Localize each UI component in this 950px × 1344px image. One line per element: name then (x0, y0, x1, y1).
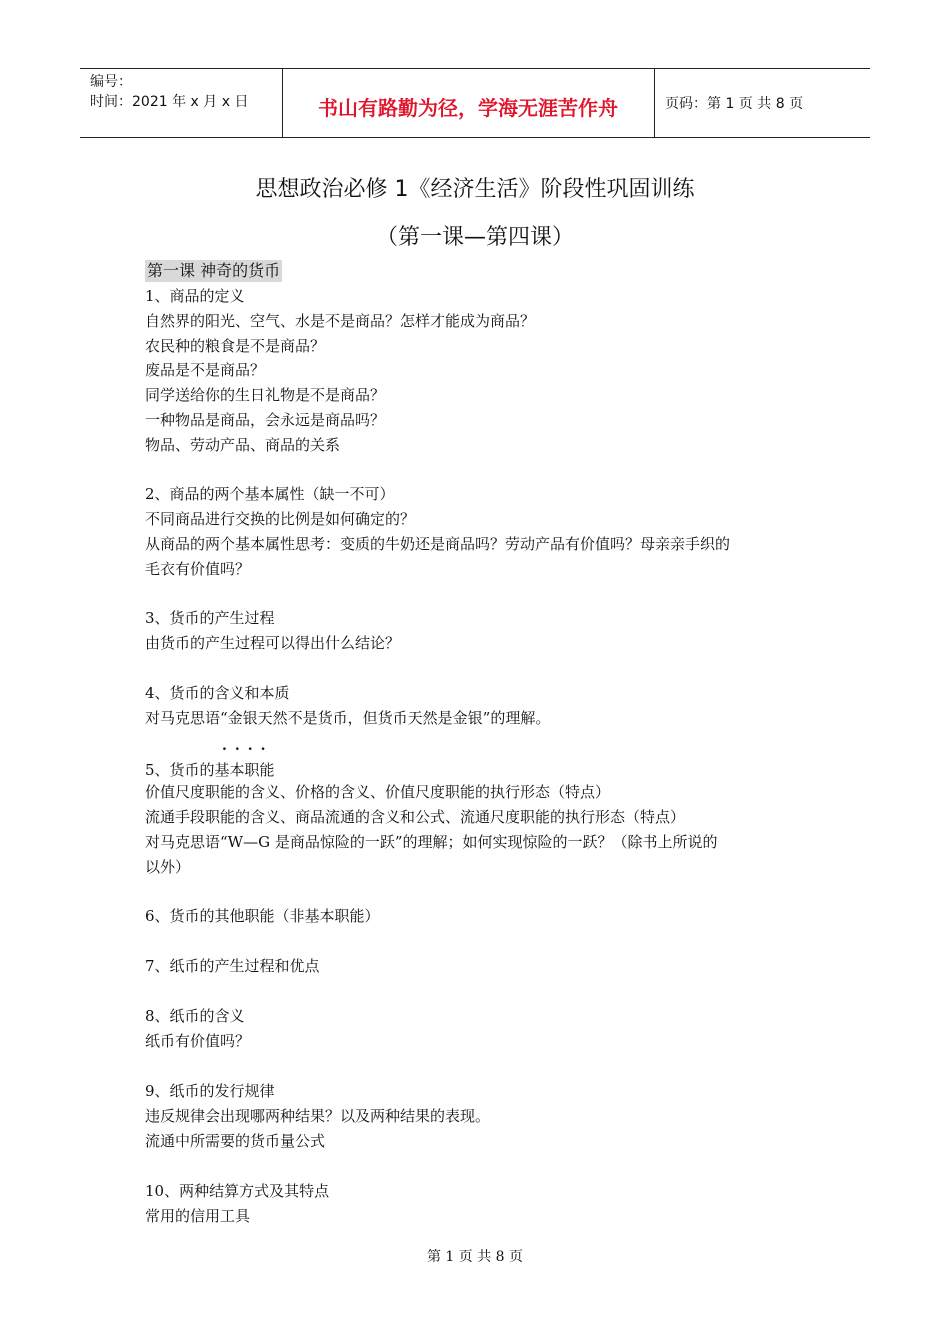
body-line: 流通手段职能的含义、商品流通的含义和公式、流通尺度职能的执行形态（特点） (145, 808, 686, 826)
motto: 书山有路勤为径，学海无涯苦作舟 (318, 96, 618, 120)
body-line: 8、纸币的含义 (145, 1007, 245, 1025)
body-line: 5、货币的基本职能 (145, 761, 275, 779)
body-line: 自然界的阳光、空气、水是不是商品？怎样才能成为商品？ (145, 312, 536, 330)
body-line: 对马克思语“金银天然不是货币，但货币天然是金银”的理解。 (145, 709, 551, 727)
body-line: 4、货币的含义和本质 (145, 684, 290, 702)
body-line: 不同商品进行交换的比例是如何确定的？ (145, 510, 416, 528)
body-line: 违反规律会出现哪两种结果？以及两种结果的表现。 (145, 1107, 491, 1125)
body-line: 物品、劳动产品、商品的关系 (145, 436, 341, 454)
document-title: 思想政治必修 1《经济生活》阶段性巩固训练 (255, 177, 695, 202)
number-label: 编号： (90, 74, 132, 90)
body-line: 对马克思语“W—G 是商品惊险的一跃”的理解；如何实现惊险的一跃？（除书上所说的 (145, 833, 718, 851)
body-line: 毛衣有价值吗？ (145, 560, 251, 578)
header-meta-cell (80, 69, 283, 137)
body-line: 同学送给你的生日礼物是不是商品？ (145, 386, 386, 404)
header-motto-cell (282, 69, 655, 137)
body-line: 以外） (145, 858, 191, 876)
lesson-heading: 第一课 神奇的货币 (147, 261, 281, 280)
body-line: 7、纸币的产生过程和优点 (145, 957, 320, 975)
time-label: 时间：2021 年 x 月 x 日 (90, 94, 249, 110)
body-line: 价值尺度职能的含义、价格的含义、价值尺度职能的执行形态（特点） (145, 783, 611, 801)
body-line: 纸币有价值吗？ (145, 1032, 251, 1050)
body-line: 9、纸币的发行规律 (145, 1082, 275, 1100)
body-line: 1、商品的定义 (145, 287, 245, 305)
header-page-cell (655, 69, 870, 137)
body-line: 由货币的产生过程可以得出什么结论？ (145, 634, 401, 652)
body-line: 3、货币的产生过程 (145, 609, 275, 627)
header-table (80, 68, 870, 138)
body-line: 农民种的粮食是不是商品？ (145, 337, 326, 355)
body-line: 6、货币的其他职能（非基本职能） (145, 907, 380, 925)
body-line: 废品是不是商品？ (145, 361, 266, 379)
emphasis-dots: .... (222, 738, 274, 754)
body-line: 流通中所需要的货币量公式 (145, 1132, 326, 1150)
document-subtitle: （第一课—第四课） (375, 225, 574, 250)
body-line: 常用的信用工具 (145, 1207, 251, 1225)
body-line: 2、商品的两个基本属性（缺一不可） (145, 485, 395, 503)
page-info: 页码：第 1 页 共 8 页 (665, 96, 804, 112)
body-line: 从商品的两个基本属性思考：变质的牛奶还是商品吗？劳动产品有价值吗？母亲亲手织的 (145, 535, 731, 553)
body-line: 一种物品是商品，会永远是商品吗？ (145, 411, 386, 429)
body-line: 10、两种结算方式及其特点 (145, 1182, 330, 1200)
page-footer: 第 1 页 共 8 页 (426, 1249, 524, 1265)
